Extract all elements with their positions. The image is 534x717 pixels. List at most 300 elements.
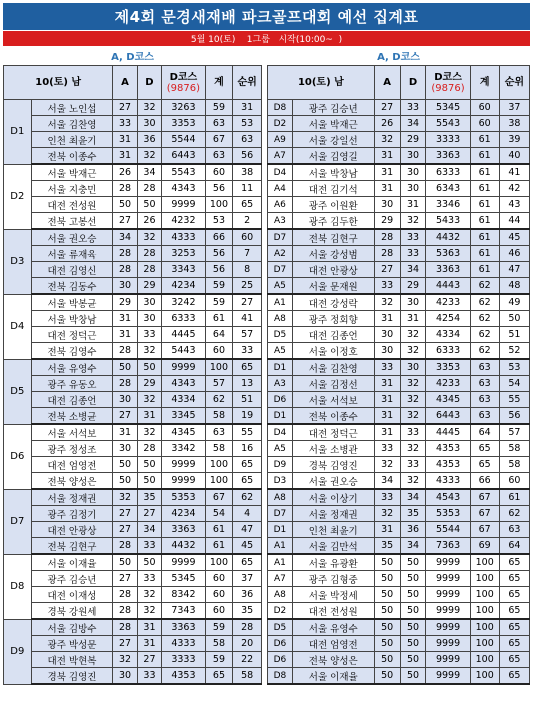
table-row (4, 636, 262, 652)
total: 62 (205, 392, 233, 408)
table-row (268, 636, 530, 652)
dcourse-detail: 9999 (426, 652, 470, 668)
player-name: 대전 김영신 (31, 262, 113, 278)
group-code: A1 (268, 554, 293, 571)
player-name: 서울 정재권 (292, 506, 374, 522)
dcourse-detail: 6343 (426, 181, 470, 197)
group-label: D1 (4, 100, 32, 165)
rank: 65 (499, 571, 529, 587)
player-name: 광주 김형중 (292, 571, 374, 587)
score-a: 50 (374, 587, 400, 603)
total: 60 (470, 116, 499, 132)
total: 63 (470, 392, 499, 408)
rank: 55 (499, 392, 529, 408)
dcourse-detail: 9999 (426, 571, 470, 587)
player-name: 전북 고봉선 (31, 213, 113, 230)
score-d: 50 (400, 636, 426, 652)
rank: 31 (233, 100, 262, 116)
score-d: 33 (400, 229, 426, 246)
score-d: 36 (137, 132, 161, 148)
player-name: 광주 이원환 (292, 197, 374, 213)
total: 100 (205, 457, 233, 473)
score-a: 27 (374, 100, 400, 116)
player-name: 서울 서석보 (292, 392, 374, 408)
total: 58 (205, 441, 233, 457)
rank: 63 (499, 522, 529, 538)
dcourse-detail: 5544 (426, 522, 470, 538)
player-name: 서울 유영수 (31, 359, 113, 376)
group-code: D8 (268, 668, 293, 685)
score-d: 32 (137, 148, 161, 165)
player-name: 대전 정덕근 (292, 424, 374, 441)
player-name: 광주 박성문 (31, 636, 113, 652)
dcourse-detail: 3263 (162, 100, 206, 116)
dcourse-detail: 4443 (426, 278, 470, 295)
table-row (268, 441, 530, 457)
dcourse-detail: 4345 (426, 392, 470, 408)
table-row (4, 327, 262, 343)
dcourse-detail: 3345 (162, 408, 206, 425)
total: 59 (205, 294, 233, 311)
total: 67 (470, 489, 499, 506)
dcourse-detail: 6443 (426, 408, 470, 425)
dcourse-detail: 3333 (426, 132, 470, 148)
total: 60 (205, 587, 233, 603)
total: 62 (470, 343, 499, 360)
rank: 46 (499, 246, 529, 262)
score-d: 28 (137, 181, 161, 197)
table-row (4, 408, 262, 425)
total: 61 (470, 229, 499, 246)
rank: 62 (233, 489, 262, 506)
group-code: A5 (268, 343, 293, 360)
player-name: 전북 소병균 (31, 408, 113, 425)
total: 67 (205, 489, 233, 506)
score-d: 30 (400, 181, 426, 197)
rank: 16 (233, 441, 262, 457)
total: 62 (470, 327, 499, 343)
table-row (4, 554, 262, 571)
dcourse-detail: 5544 (162, 132, 206, 148)
group-code: A5 (268, 278, 293, 295)
group-code: A5 (268, 441, 293, 457)
player-name: 대전 전성원 (292, 603, 374, 620)
score-a: 28 (113, 343, 137, 360)
score-a: 33 (374, 441, 400, 457)
score-d: 30 (137, 116, 161, 132)
group-code: D8 (268, 100, 293, 116)
dcourse-detail: 3353 (162, 116, 206, 132)
table-row (268, 197, 530, 213)
dcourse-detail: 3363 (426, 262, 470, 278)
header-d: D (137, 66, 161, 100)
total: 63 (470, 359, 499, 376)
rank: 44 (499, 213, 529, 230)
score-d: 50 (137, 473, 161, 490)
table-row (268, 603, 530, 620)
page-title: 제4회 문경새재배 파크골프대회 예선 집계표 (3, 3, 530, 30)
rank: 65 (499, 636, 529, 652)
score-a: 50 (374, 603, 400, 620)
score-d: 30 (400, 294, 426, 311)
table-row (268, 668, 530, 685)
group-code: D1 (268, 408, 293, 425)
session-subtitle: 5월 10(토) 1그룹 시작(10:00~ ) (3, 31, 530, 46)
score-d: 50 (400, 652, 426, 668)
rank: 56 (499, 408, 529, 425)
table-row (268, 181, 530, 197)
total: 62 (470, 311, 499, 327)
dcourse-detail: 5433 (426, 213, 470, 230)
group-label: D5 (4, 359, 32, 424)
total: 61 (205, 311, 233, 327)
score-d: 32 (137, 392, 161, 408)
score-d: 30 (400, 164, 426, 181)
score-a: 32 (374, 132, 400, 148)
score-a: 31 (113, 424, 137, 441)
dcourse-detail: 4233 (426, 294, 470, 311)
score-d: 32 (400, 408, 426, 425)
score-a: 28 (374, 229, 400, 246)
score-d: 32 (400, 441, 426, 457)
right-header-row (268, 66, 530, 100)
group-code: A2 (268, 246, 293, 262)
player-name: 서울 소병관 (292, 441, 374, 457)
score-d: 29 (400, 278, 426, 295)
dcourse-detail: 3363 (162, 619, 206, 636)
table-row (268, 132, 530, 148)
rank: 37 (499, 100, 529, 116)
score-a: 27 (113, 213, 137, 230)
group-code: A7 (268, 148, 293, 165)
table-row (4, 294, 262, 311)
rank: 36 (233, 587, 262, 603)
score-d: 35 (400, 506, 426, 522)
player-name: 광주 정성조 (31, 441, 113, 457)
player-name: 대전 박현복 (31, 652, 113, 668)
score-a: 31 (113, 148, 137, 165)
dcourse-detail: 4334 (162, 392, 206, 408)
score-a: 28 (113, 538, 137, 555)
group-label: D7 (4, 489, 32, 554)
score-a: 28 (113, 603, 137, 620)
table-row (4, 164, 262, 181)
total: 64 (205, 327, 233, 343)
dcourse-detail: 4445 (426, 424, 470, 441)
rank: 27 (233, 294, 262, 311)
score-d: 32 (400, 376, 426, 392)
total: 100 (470, 652, 499, 668)
score-d: 32 (137, 229, 161, 246)
total: 61 (205, 522, 233, 538)
player-name: 서울 김방수 (31, 619, 113, 636)
dcourse-detail: 4343 (162, 376, 206, 392)
rank: 11 (233, 181, 262, 197)
score-d: 28 (137, 262, 161, 278)
player-name: 서울 박재근 (31, 164, 113, 181)
score-a: 30 (374, 327, 400, 343)
table-row (4, 148, 262, 165)
score-d: 34 (400, 489, 426, 506)
score-d: 34 (400, 116, 426, 132)
player-name: 서울 김영길 (292, 148, 374, 165)
table-row (4, 116, 262, 132)
score-d: 28 (137, 441, 161, 457)
score-a: 29 (374, 213, 400, 230)
score-a: 27 (374, 262, 400, 278)
group-label: D9 (4, 619, 32, 684)
score-a: 33 (113, 116, 137, 132)
group-label: D4 (4, 294, 32, 359)
rank: 53 (233, 116, 262, 132)
header-dcourse (426, 66, 470, 100)
table-row (268, 343, 530, 360)
score-d: 50 (400, 554, 426, 571)
score-a: 50 (113, 554, 137, 571)
score-a: 50 (113, 457, 137, 473)
rank: 65 (499, 652, 529, 668)
score-a: 31 (374, 311, 400, 327)
total: 100 (470, 587, 499, 603)
score-a: 28 (113, 619, 137, 636)
header-dcourse-label: D코스 (169, 71, 198, 83)
rank: 65 (233, 359, 262, 376)
score-d: 50 (400, 668, 426, 685)
total: 69 (470, 538, 499, 555)
score-a: 32 (374, 457, 400, 473)
table-row (4, 424, 262, 441)
total: 56 (205, 246, 233, 262)
table-row (4, 197, 262, 213)
table-row (268, 506, 530, 522)
rank: 4 (233, 506, 262, 522)
player-name: 광주 김정기 (31, 506, 113, 522)
dcourse-detail: 4333 (162, 636, 206, 652)
score-a: 26 (374, 116, 400, 132)
total: 62 (470, 278, 499, 295)
group-code: D6 (268, 636, 293, 652)
total: 100 (205, 473, 233, 490)
table-row (4, 311, 262, 327)
player-name: 서울 이정호 (292, 343, 374, 360)
score-d: 32 (400, 473, 426, 490)
score-d: 31 (137, 636, 161, 652)
score-a: 33 (374, 489, 400, 506)
score-a: 28 (113, 587, 137, 603)
group-code: D4 (268, 164, 293, 181)
score-a: 30 (374, 343, 400, 360)
dcourse-detail: 4233 (426, 376, 470, 392)
total: 67 (205, 132, 233, 148)
score-a: 31 (374, 392, 400, 408)
total: 100 (205, 554, 233, 571)
score-d: 33 (137, 327, 161, 343)
table-row (4, 506, 262, 522)
rank: 62 (499, 506, 529, 522)
score-a: 31 (374, 164, 400, 181)
score-d: 50 (137, 197, 161, 213)
table-row (268, 538, 530, 555)
table-row (268, 619, 530, 636)
player-name: 서울 권오승 (31, 229, 113, 246)
player-name: 전북 김영수 (31, 343, 113, 360)
table-row (268, 408, 530, 425)
left-table-body (4, 100, 262, 685)
rank: 47 (233, 522, 262, 538)
dcourse-detail: 3343 (162, 262, 206, 278)
dcourse-detail: 7363 (426, 538, 470, 555)
dcourse-detail: 4445 (162, 327, 206, 343)
score-a: 26 (113, 164, 137, 181)
total: 53 (205, 213, 233, 230)
player-name: 서울 김정선 (292, 376, 374, 392)
table-row (268, 229, 530, 246)
player-name: 경북 김영진 (31, 668, 113, 685)
player-name: 전북 김현구 (292, 229, 374, 246)
table-row (4, 619, 262, 636)
total: 60 (205, 603, 233, 620)
table-row (4, 392, 262, 408)
dcourse-detail: 3242 (162, 294, 206, 311)
player-name: 전북 이종수 (31, 148, 113, 165)
rank: 58 (233, 668, 262, 685)
group-code: D7 (268, 262, 293, 278)
rank: 65 (499, 603, 529, 620)
total: 59 (205, 278, 233, 295)
table-row (268, 489, 530, 506)
score-d: 32 (137, 100, 161, 116)
table-row (268, 294, 530, 311)
table-row (4, 652, 262, 668)
right-score-table (267, 65, 530, 685)
table-row (4, 132, 262, 148)
table-row (4, 473, 262, 490)
table-row (4, 213, 262, 230)
table-row (268, 554, 530, 571)
dcourse-detail: 4333 (162, 229, 206, 246)
group-code: A1 (268, 538, 293, 555)
player-name: 서울 김만석 (292, 538, 374, 555)
group-code: D1 (268, 522, 293, 538)
player-name: 광주 김승년 (31, 571, 113, 587)
header-total: 계 (205, 66, 233, 100)
score-a: 32 (113, 489, 137, 506)
rank: 65 (233, 197, 262, 213)
total: 66 (205, 229, 233, 246)
score-d: 32 (137, 424, 161, 441)
score-d: 32 (400, 213, 426, 230)
header-a: A (113, 66, 137, 100)
score-a: 32 (113, 652, 137, 668)
table-row (268, 587, 530, 603)
rank: 58 (499, 457, 529, 473)
header-name: 10(토) 남 (4, 66, 113, 100)
table-row (4, 343, 262, 360)
score-d: 30 (137, 294, 161, 311)
score-a: 33 (374, 359, 400, 376)
score-a: 34 (374, 473, 400, 490)
table-row (268, 278, 530, 295)
score-a: 27 (113, 506, 137, 522)
rank: 60 (233, 229, 262, 246)
group-code: D2 (268, 116, 293, 132)
rank: 20 (233, 636, 262, 652)
player-name: 서울 권오승 (292, 473, 374, 490)
table-row (4, 441, 262, 457)
rank: 60 (499, 473, 529, 490)
player-name: 서울 김찬영 (31, 116, 113, 132)
score-a: 27 (113, 636, 137, 652)
score-a: 31 (374, 424, 400, 441)
dcourse-detail: 4345 (162, 424, 206, 441)
score-a: 31 (113, 132, 137, 148)
rank: 55 (233, 424, 262, 441)
dcourse-detail: 5543 (162, 164, 206, 181)
group-code: D7 (268, 229, 293, 246)
dcourse-detail: 8342 (162, 587, 206, 603)
table-row (268, 164, 530, 181)
group-code: A1 (268, 294, 293, 311)
right-table-body (268, 100, 530, 685)
header-name: 10(토) 남 (268, 66, 375, 100)
rank: 43 (499, 197, 529, 213)
table-row (4, 489, 262, 506)
dcourse-detail: 5353 (162, 489, 206, 506)
rank: 64 (499, 538, 529, 555)
player-name: 광주 김두한 (292, 213, 374, 230)
total: 66 (470, 473, 499, 490)
dcourse-detail: 3363 (162, 522, 206, 538)
player-name: 인천 최윤기 (292, 522, 374, 538)
dcourse-detail: 4432 (162, 538, 206, 555)
total: 64 (470, 424, 499, 441)
total: 100 (470, 668, 499, 685)
group-label: D2 (4, 164, 32, 229)
dcourse-detail: 6443 (162, 148, 206, 165)
player-name: 서울 지충민 (31, 181, 113, 197)
header-rank: 순위 (233, 66, 262, 100)
group-code: A8 (268, 489, 293, 506)
header-rank: 순위 (499, 66, 529, 100)
score-a: 30 (113, 668, 137, 685)
dcourse-detail: 4334 (426, 327, 470, 343)
table-row (4, 100, 262, 116)
dcourse-detail: 9999 (162, 554, 206, 571)
score-a: 28 (113, 246, 137, 262)
total: 59 (205, 100, 233, 116)
player-name: 경북 김영진 (292, 457, 374, 473)
score-a: 50 (374, 652, 400, 668)
group-code: D9 (268, 457, 293, 473)
rank: 38 (499, 116, 529, 132)
group-code: D4 (268, 424, 293, 441)
score-a: 35 (374, 538, 400, 555)
score-d: 32 (400, 343, 426, 360)
group-code: D5 (268, 327, 293, 343)
dcourse-detail: 9999 (162, 197, 206, 213)
rank: 42 (499, 181, 529, 197)
score-d: 33 (137, 668, 161, 685)
group-label: D3 (4, 229, 32, 294)
dcourse-detail: 6333 (426, 343, 470, 360)
score-a: 31 (374, 376, 400, 392)
total: 62 (470, 294, 499, 311)
rank: 63 (233, 132, 262, 148)
score-d: 26 (137, 213, 161, 230)
score-d: 32 (400, 327, 426, 343)
player-name: 서울 이상기 (292, 489, 374, 506)
dcourse-detail: 6333 (426, 164, 470, 181)
